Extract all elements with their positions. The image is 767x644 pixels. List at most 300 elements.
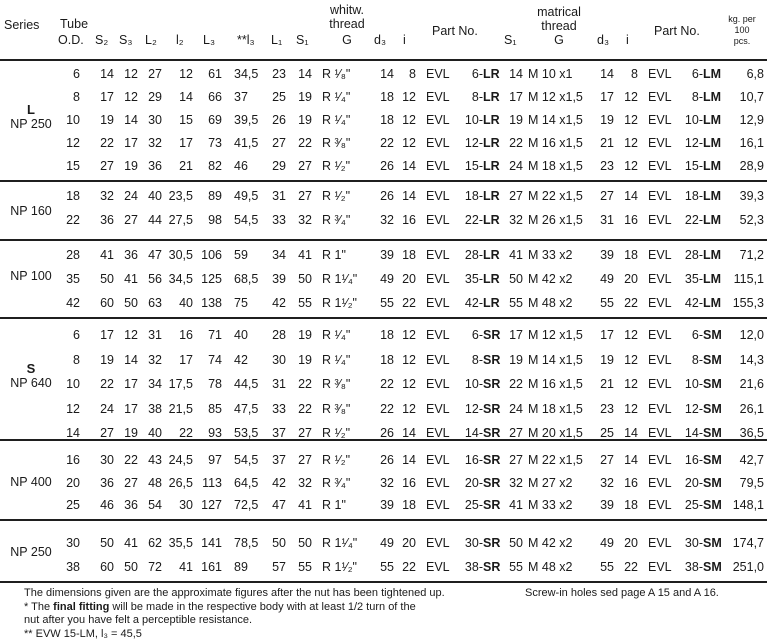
cell-part2-size: 8- <box>691 90 703 104</box>
cell-i2: 21,5 <box>168 401 193 416</box>
series-group-s-np640 <box>0 325 767 440</box>
divider-rule <box>0 180 767 182</box>
cell-i-b: 12 <box>624 159 638 173</box>
cell-i2: 27,5 <box>168 213 193 227</box>
cell-part-suffix: LR <box>483 159 500 173</box>
cell-l1: 47 <box>272 498 286 512</box>
cell-s2: 32 <box>100 189 114 203</box>
series-group-np250-s <box>0 533 767 579</box>
cell-s1: 41 <box>298 498 312 512</box>
cell-weight: 174,7 <box>732 536 764 550</box>
cell-od: 28 <box>66 248 80 262</box>
cell-i: 16 <box>402 475 416 490</box>
cell-l1: 27 <box>272 136 286 150</box>
cell-part2-suffix: LM <box>703 159 722 173</box>
cell-l3: 61 <box>208 67 222 81</box>
cell-i2: 30,5 <box>168 248 193 262</box>
cell-stari3: 89 <box>234 560 248 574</box>
cell-matrical-thread: M 18 x1,5 <box>528 159 583 173</box>
cell-part2-prefix: EVL <box>648 426 672 440</box>
cell-s1: 50 <box>298 536 312 550</box>
cell-part2-suffix: SM <box>703 453 722 467</box>
cell-s1: 55 <box>298 560 312 574</box>
cell-s2: 19 <box>100 352 114 367</box>
cell-matrical-thread: M 27 x2 <box>528 475 573 490</box>
cell-i2: 17 <box>179 352 193 367</box>
cell-s3: 50 <box>124 560 138 574</box>
cell-part2-size: 10- <box>684 377 703 391</box>
cell-od: 15 <box>66 159 80 173</box>
cell-part-suffix: LR <box>483 213 500 227</box>
cell-s3: 12 <box>124 90 138 104</box>
cell-d3b: 19 <box>600 113 614 127</box>
cell-i2: 26,5 <box>168 475 193 490</box>
cell-s1: 32 <box>298 475 312 490</box>
cell-d3b: 21 <box>600 377 614 391</box>
cell-i: 14 <box>402 453 416 467</box>
cell-part-prefix: EVL <box>426 296 450 310</box>
cell-i-b: 20 <box>624 272 638 286</box>
cell-s1: 22 <box>298 377 312 391</box>
cell-l2: 40 <box>148 426 162 440</box>
table-row <box>0 533 767 553</box>
cell-weight: 42,7 <box>739 453 764 467</box>
cell-stari3: 68,5 <box>234 272 259 286</box>
cell-d3: 55 <box>380 296 394 310</box>
cell-i2: 41 <box>179 560 193 574</box>
cell-l3: 97 <box>208 453 222 467</box>
cell-s1: 55 <box>298 296 312 310</box>
cell-s1b: 22 <box>509 136 523 150</box>
header-series: Series <box>4 18 40 32</box>
cell-part2-size: 6- <box>691 328 703 342</box>
cell-part2-size: 22- <box>684 213 703 227</box>
cell-part-size: 8- <box>471 352 483 367</box>
cell-s3: 36 <box>124 248 138 262</box>
cell-whitw-thread: R 1" <box>322 248 346 262</box>
cell-part-suffix: LR <box>483 189 500 203</box>
cell-i: 20 <box>402 272 416 286</box>
cell-weight: 28,9 <box>739 159 764 173</box>
cell-part-size: 30- <box>464 536 483 550</box>
cell-od: 42 <box>66 296 80 310</box>
cell-part2-suffix: SM <box>703 352 722 367</box>
table-row <box>0 473 767 493</box>
cell-stari3: 54,5 <box>234 453 259 467</box>
cell-part-prefix: EVL <box>426 113 450 127</box>
cell-l1: 57 <box>272 560 286 574</box>
cell-l1: 39 <box>272 272 286 286</box>
header-od: O.D. <box>58 33 84 47</box>
cell-l2: 34 <box>148 377 162 391</box>
cell-part-size: 18- <box>464 189 483 203</box>
cell-part2-suffix: SM <box>703 498 722 512</box>
cell-l3: 161 <box>201 560 222 574</box>
table-row <box>0 210 767 230</box>
cell-s3: 50 <box>124 296 138 310</box>
cell-part-prefix: EVL <box>426 159 450 173</box>
cell-l1: 31 <box>272 377 286 391</box>
cell-l1: 42 <box>272 296 286 310</box>
cell-l2: 54 <box>148 498 162 512</box>
cell-part2-suffix: LM <box>703 113 722 127</box>
cell-i-b: 12 <box>624 377 638 391</box>
table-row <box>0 325 767 345</box>
cell-part-suffix: SR <box>483 377 501 391</box>
cell-d3: 32 <box>380 475 394 490</box>
header-i: i <box>403 33 406 47</box>
cell-s3: 27 <box>124 475 138 490</box>
cell-i: 22 <box>402 296 416 310</box>
cell-part2-prefix: EVL <box>648 377 672 391</box>
cell-part-prefix: EVL <box>426 377 450 391</box>
cell-s1: 14 <box>298 67 312 81</box>
cell-od: 35 <box>66 272 80 286</box>
cell-od: 25 <box>66 498 80 512</box>
cell-part2-prefix: EVL <box>648 113 672 127</box>
cell-s1: 50 <box>298 272 312 286</box>
cell-d3: 55 <box>380 560 394 574</box>
series-group-np160 <box>0 186 767 236</box>
cell-s1b: 41 <box>509 498 523 512</box>
cell-l2: 30 <box>148 113 162 127</box>
cell-d3: 18 <box>380 352 394 367</box>
cell-d3b: 23 <box>600 401 614 416</box>
series-np-label: NP 160 <box>10 204 52 218</box>
cell-part2-size: 12- <box>684 136 703 150</box>
cell-weight: 52,3 <box>739 213 764 227</box>
cell-part2-suffix: LM <box>703 272 722 286</box>
cell-part2-suffix: LM <box>703 248 722 262</box>
cell-l1: 33 <box>272 401 286 416</box>
cell-whitw-thread: R 1¹⁄₂" <box>322 296 357 310</box>
cell-i-b: 12 <box>624 136 638 150</box>
cell-whitw-thread: R ¹⁄₂" <box>322 453 351 467</box>
cell-part2-prefix: EVL <box>648 67 672 81</box>
cell-i-b: 14 <box>624 453 638 467</box>
cell-stari3: 41,5 <box>234 136 259 150</box>
cell-l3: 71 <box>208 328 222 342</box>
cell-part-size: 6- <box>471 67 483 81</box>
cell-weight: 21,6 <box>739 377 764 391</box>
cell-part-suffix: SR <box>483 328 501 342</box>
cell-matrical-thread: M 14 x1,5 <box>528 352 583 367</box>
cell-l3: 85 <box>208 401 222 416</box>
cell-part-suffix: SR <box>483 475 501 490</box>
cell-i-b: 22 <box>624 296 638 310</box>
cell-s2: 17 <box>100 328 114 342</box>
header-kg2: 100 <box>734 25 750 35</box>
cell-s3: 22 <box>124 453 138 467</box>
cell-whitw-thread: R ¹⁄₄" <box>322 352 351 367</box>
cell-part2-prefix: EVL <box>648 475 672 490</box>
cell-part-prefix: EVL <box>426 536 450 550</box>
cell-i: 22 <box>402 560 416 574</box>
cell-part2-prefix: EVL <box>648 453 672 467</box>
cell-l1: 42 <box>272 475 286 490</box>
cell-i-b: 12 <box>624 401 638 416</box>
cell-i2: 12 <box>179 67 193 81</box>
cell-part-size: 15- <box>464 159 483 173</box>
cell-l3: 82 <box>208 159 222 173</box>
cell-d3: 18 <box>380 328 394 342</box>
cell-d3: 39 <box>380 248 394 262</box>
cell-part2-prefix: EVL <box>648 189 672 203</box>
cell-part-suffix: LR <box>483 136 500 150</box>
cell-i-b: 18 <box>624 248 638 262</box>
cell-matrical-thread: M 12 x1,5 <box>528 90 583 104</box>
cell-od: 12 <box>66 401 80 416</box>
cell-whitw-thread: R ¹⁄₂" <box>322 426 351 440</box>
cell-matrical-thread: M 10 x1 <box>528 67 573 81</box>
cell-i: 16 <box>402 213 416 227</box>
series-np-label: NP 400 <box>10 475 52 489</box>
cell-stari3: 42 <box>234 352 248 367</box>
series-np-label: NP 640 <box>10 376 52 390</box>
cell-i: 18 <box>402 498 416 512</box>
cell-i-b: 22 <box>624 560 638 574</box>
cell-part-suffix: SR <box>483 560 501 574</box>
cell-i2: 40 <box>179 296 193 310</box>
cell-l1: 37 <box>272 453 286 467</box>
cell-i-b: 12 <box>624 328 638 342</box>
cell-part-prefix: EVL <box>426 453 450 467</box>
cell-s2: 30 <box>100 453 114 467</box>
cell-l3: 106 <box>201 248 222 262</box>
series-group-l-np250 <box>0 64 767 179</box>
table-row <box>0 374 767 394</box>
cell-l2: 36 <box>148 159 162 173</box>
cell-d3b: 19 <box>600 352 614 367</box>
cell-l2: 47 <box>148 248 162 262</box>
cell-s2: 50 <box>100 536 114 550</box>
cell-weight: 12,9 <box>739 113 764 127</box>
cell-stari3: 44,5 <box>234 377 259 391</box>
cell-l2: 63 <box>148 296 162 310</box>
cell-part-prefix: EVL <box>426 90 450 104</box>
cell-od: 16 <box>66 453 80 467</box>
cell-stari3: 72,5 <box>234 498 259 512</box>
cell-s1: 19 <box>298 328 312 342</box>
cell-od: 20 <box>66 475 80 490</box>
cell-l1: 30 <box>272 352 286 367</box>
cell-part2-prefix: EVL <box>648 352 672 367</box>
cell-s3: 41 <box>124 536 138 550</box>
cell-l2: 27 <box>148 67 162 81</box>
divider-rule <box>0 59 767 61</box>
cell-part2-suffix: LM <box>703 189 722 203</box>
header-thread2: thread <box>541 19 577 33</box>
cell-whitw-thread: R 1¹⁄₄" <box>322 272 358 286</box>
cell-s3: 17 <box>124 377 138 391</box>
cell-od: 8 <box>73 90 80 104</box>
cell-part-suffix: SR <box>483 453 501 467</box>
cell-weight: 6,8 <box>746 67 764 81</box>
cell-s1b: 24 <box>509 159 523 173</box>
cell-part-size: 35- <box>464 272 483 286</box>
cell-part-size: 22- <box>464 213 483 227</box>
cell-i-b: 14 <box>624 426 638 440</box>
cell-whitw-thread: R ¹⁄₂" <box>322 189 351 203</box>
cell-od: 14 <box>66 426 80 440</box>
cell-d3b: 17 <box>600 328 614 342</box>
cell-part-prefix: EVL <box>426 67 450 81</box>
cell-i-b: 14 <box>624 189 638 203</box>
cell-i: 12 <box>402 328 416 342</box>
cell-d3b: 39 <box>600 498 614 512</box>
cell-l3: 66 <box>208 90 222 104</box>
cell-s2: 27 <box>100 426 114 440</box>
cell-part2-size: 16- <box>684 453 703 467</box>
table-row <box>0 156 767 176</box>
cell-part2-prefix: EVL <box>648 401 672 416</box>
cell-i-b: 12 <box>624 352 638 367</box>
cell-stari3: 39,5 <box>234 113 259 127</box>
cell-i-b: 18 <box>624 498 638 512</box>
cell-part-suffix: SR <box>483 352 501 367</box>
cell-s3: 17 <box>124 401 138 416</box>
cell-stari3: 53,5 <box>234 426 259 440</box>
cell-s1: 19 <box>298 90 312 104</box>
cell-od: 12 <box>66 136 80 150</box>
cell-part2-suffix: LM <box>703 296 722 310</box>
cell-l3: 74 <box>208 352 222 367</box>
cell-part2-prefix: EVL <box>648 159 672 173</box>
cell-s2: 22 <box>100 377 114 391</box>
cell-l1: 31 <box>272 189 286 203</box>
cell-l3: 98 <box>208 213 222 227</box>
cell-s3: 12 <box>124 67 138 81</box>
cell-d3: 32 <box>380 213 394 227</box>
cell-i: 8 <box>409 67 416 81</box>
cell-part2-prefix: EVL <box>648 248 672 262</box>
cell-part2-suffix: SM <box>703 475 722 490</box>
cell-whitw-thread: R ³⁄₈" <box>322 377 351 391</box>
footnote-screw-holes: Screw-in holes sed page A 15 and A 16. <box>525 587 719 599</box>
cell-d3: 26 <box>380 189 394 203</box>
table-row <box>0 557 767 577</box>
cell-part2-size: 30- <box>684 536 703 550</box>
cell-i2: 34,5 <box>168 272 193 286</box>
cell-part-suffix: SR <box>483 498 501 512</box>
cell-d3: 14 <box>380 67 394 81</box>
cell-part2-prefix: EVL <box>648 90 672 104</box>
header-s1: S₁ <box>296 33 309 47</box>
header-i-b: i <box>626 33 629 47</box>
cell-l1: 37 <box>272 426 286 440</box>
cell-od: 10 <box>66 377 80 391</box>
cell-l3: 69 <box>208 113 222 127</box>
cell-matrical-thread: M 26 x1,5 <box>528 213 583 227</box>
cell-s2: 24 <box>100 401 114 416</box>
cell-weight: 39,3 <box>739 189 764 203</box>
cell-d3b: 49 <box>600 272 614 286</box>
header-partno2: Part No. <box>654 24 700 38</box>
header-partno: Part No. <box>432 24 478 38</box>
cell-part-prefix: EVL <box>426 426 450 440</box>
cell-s1b: 32 <box>509 213 523 227</box>
cell-part-size: 10- <box>464 377 483 391</box>
cell-weight: 148,1 <box>732 498 764 512</box>
cell-d3: 22 <box>380 401 394 416</box>
cell-s1: 41 <box>298 248 312 262</box>
table-row <box>0 133 767 153</box>
cell-s1b: 27 <box>509 189 523 203</box>
header-thread: thread <box>329 17 365 31</box>
cell-d3: 39 <box>380 498 394 512</box>
cell-d3: 26 <box>380 426 394 440</box>
cell-od: 30 <box>66 536 80 550</box>
cell-part2-suffix: SM <box>703 328 722 342</box>
cell-l2: 43 <box>148 453 162 467</box>
cell-part2-size: 42- <box>684 296 703 310</box>
cell-d3b: 39 <box>600 248 614 262</box>
cell-part2-size: 10- <box>684 113 703 127</box>
cell-i2: 21 <box>179 159 193 173</box>
header-kg3: pcs. <box>733 36 751 46</box>
cell-part-prefix: EVL <box>426 328 450 342</box>
cell-matrical-thread: M 33 x2 <box>528 498 573 512</box>
cell-i-b: 20 <box>624 536 638 550</box>
cell-d3b: 25 <box>600 426 614 440</box>
cell-i: 12 <box>402 401 416 416</box>
cell-whitw-thread: R ¹⁄₄" <box>322 328 351 342</box>
table-row <box>0 186 767 206</box>
cell-whitw-thread: R ³⁄₈" <box>322 401 351 416</box>
cell-s1: 27 <box>298 453 312 467</box>
series-class-label: S <box>26 361 36 376</box>
cell-part2-prefix: EVL <box>648 536 672 550</box>
cell-part-prefix: EVL <box>426 136 450 150</box>
cell-s2: 14 <box>100 67 114 81</box>
cell-weight: 79,5 <box>739 475 764 490</box>
cell-stari3: 49,5 <box>234 189 259 203</box>
header-matrical: matrical <box>537 5 581 19</box>
cell-s2: 36 <box>100 475 114 490</box>
cell-matrical-thread: M 20 x1,5 <box>528 426 583 440</box>
cell-i2: 17,5 <box>168 377 193 391</box>
cell-od: 10 <box>66 113 80 127</box>
header-i2: l₂ <box>176 33 184 47</box>
header-d3b: d₃ <box>597 33 610 47</box>
table-row <box>0 350 767 370</box>
cell-part-prefix: EVL <box>426 272 450 286</box>
cell-d3: 22 <box>380 377 394 391</box>
cell-weight: 16,1 <box>739 136 764 150</box>
cell-s3: 17 <box>124 136 138 150</box>
cell-s1b: 50 <box>509 272 523 286</box>
cell-d3b: 17 <box>600 90 614 104</box>
cell-d3: 18 <box>380 90 394 104</box>
cell-s1b: 14 <box>509 67 523 81</box>
cell-stari3: 54,5 <box>234 213 259 227</box>
header-g: G <box>342 33 352 47</box>
cell-s3: 19 <box>124 159 138 173</box>
cell-matrical-thread: M 16 x1,5 <box>528 377 583 391</box>
cell-d3b: 55 <box>600 296 614 310</box>
cell-s1b: 17 <box>509 90 523 104</box>
cell-part-prefix: EVL <box>426 213 450 227</box>
cell-part2-prefix: EVL <box>648 213 672 227</box>
series-np-label: NP 250 <box>10 545 52 559</box>
cell-part-prefix: EVL <box>426 475 450 490</box>
cell-part-prefix: EVL <box>426 248 450 262</box>
header-d3: d₃ <box>374 33 387 47</box>
cell-part2-prefix: EVL <box>648 296 672 310</box>
cell-s2: 17 <box>100 90 114 104</box>
cell-part2-suffix: SM <box>703 536 722 550</box>
cell-s2: 60 <box>100 560 114 574</box>
